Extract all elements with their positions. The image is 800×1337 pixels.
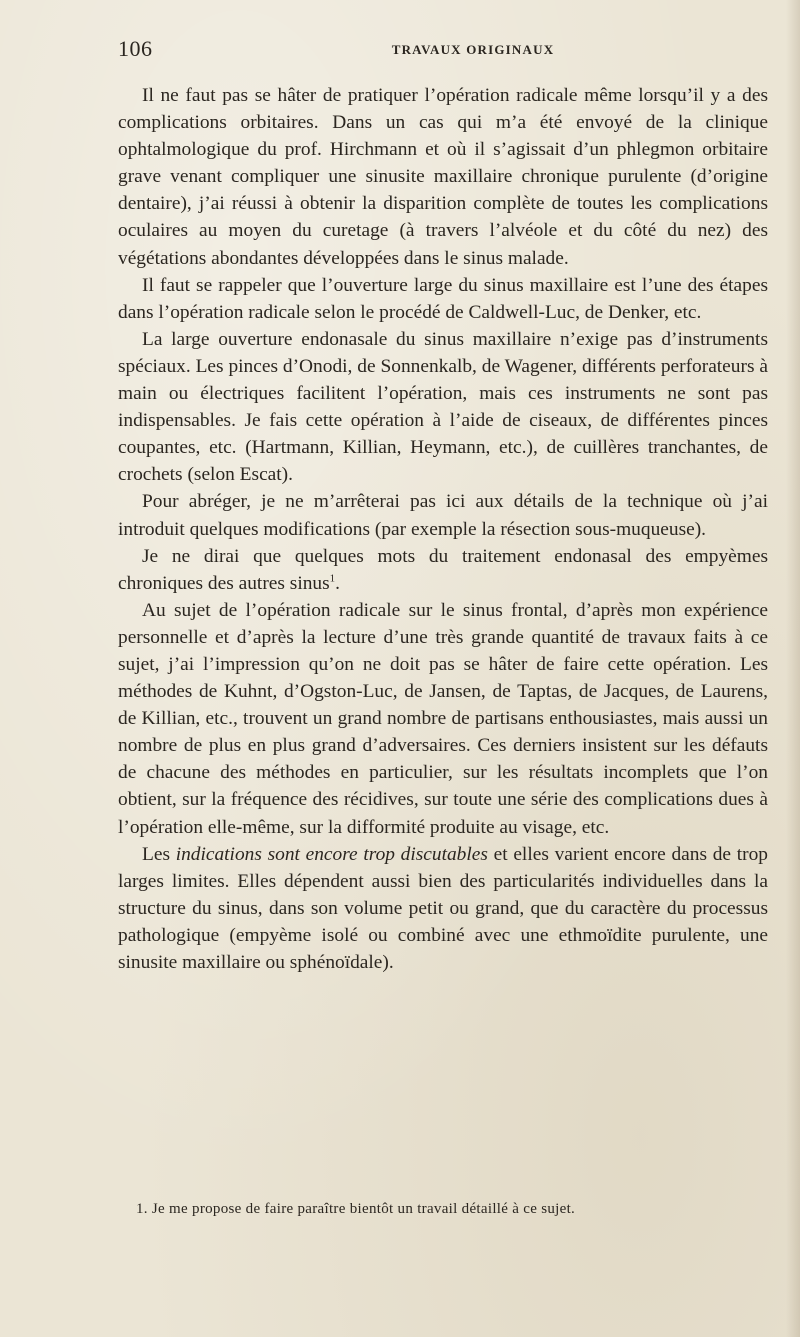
paragraph-endonasal-treatment	[118, 543, 768, 597]
footnote-mark: 1	[329, 572, 336, 585]
paragraph-text: Il faut se rappeler que l’ouverture large du sinus maxillaire est l’une des étapes dans l’opération radicale selon le procédé de Caldwell-Luc, de Denker, etc.	[118, 274, 768, 323]
page-edge-shadow	[786, 0, 800, 1337]
paragraph-text: La large ouverture endonasale du sinus maxillaire n’exige pas d’instruments spéciaux. Les pinces d’Onodi, de Sonnenkalb, de Wagener, différents perforateurs à main ou électriques facilitent l’opération, mais ces instruments ne sont pas indispensables. Je fais cette opération à l’aide de ciseaux, de différentes pinces coupantes, etc. (Hartmann, Killian, Heymann, etc.), de cuillères tranchantes, de crochets (selon Escat).	[118, 328, 768, 486]
paragraph-text: Il ne faut pas se hâter de pratiquer l’opération radicale même lorsqu’il y a des complications orbitaires. Dans un cas qui m’a été envoyé de la clinique ophtalmologique du prof. Hirchmann et où il s’agissait d’un phlegmon orbitaire grave venant compliquer une sinusite maxillaire chronique purulente (d’origine dentaire), j’ai réussi à obtenir la disparition complète de toutes les complications oculaires au moyen du curetage (à travers l’alvéole et du côté du nez) des végétations abondantes développées dans le sinus malade.	[118, 85, 768, 269]
paragraph-indications	[118, 841, 768, 976]
paragraph-technique	[118, 488, 768, 542]
paragraph-caldwell-luc	[118, 272, 768, 326]
italic-phrase: indications sont encore trop discutables	[175, 843, 488, 865]
page-number: 106	[118, 36, 153, 61]
footnote: 1. Je me propose de faire paraître bientôt un travail détaillé à ce sujet.	[136, 1201, 576, 1217]
paragraph-text: et elles varient encore dans de trop larges limites. Elles dépendent aussi bien des particularités individuelles dans la structure du sinus, dans son volume petit ou grand, que du caractère du processus pathologique (empyème isolé ou combiné avec une ethmoïdite purulente, une sinusite maxillaire ou sphénoïdale).	[118, 843, 768, 973]
page-header	[118, 36, 768, 66]
paragraph-text: Je ne dirai que quelques mots du traitement endonasal des empyèmes chroniques des autres sinus	[118, 545, 768, 594]
paragraph-frontal-sinus	[118, 597, 768, 841]
paragraph-instruments	[118, 326, 768, 489]
paragraph-text: Au sujet de l’opération radicale sur le sinus frontal, d’après mon expérience personnelle et d’après la lecture d’une très grande quantité de travaux faits à ce sujet, j’ai l’impression qu’on ne doit pas se hâter de faire cette opération. Les méthodes de Kuhnt, d’Ogston-Luc, de Jansen, de Taptas, de Jacques, de Laurens, de Killian, etc., trouvent un grand nombre de partisans enthousiastes, mais aussi un nombre de plus en plus grand d’adversaires. Ces derniers insistent sur les défauts de chacune des méthodes en particulier, sur les résultats incomplets que l’on obtient, sur la fréquence des récidives, sur toute une série des complications dues à l’opération elle-même, sur la difformité produite au visage, etc.	[118, 599, 768, 838]
paragraph-orbital-complications	[118, 82, 768, 272]
paragraph-text-end: .	[335, 572, 340, 594]
paragraph-text-start: Les	[142, 843, 176, 865]
paragraph-text: Pour abréger, je ne m’arrêterai pas ici aux détails de la technique où j’ai introduit quelques modifications (par exemple la résection sous-muqueuse).	[118, 491, 768, 540]
body-text	[118, 82, 768, 976]
running-title: TRAVAUX ORIGINAUX	[391, 42, 555, 57]
